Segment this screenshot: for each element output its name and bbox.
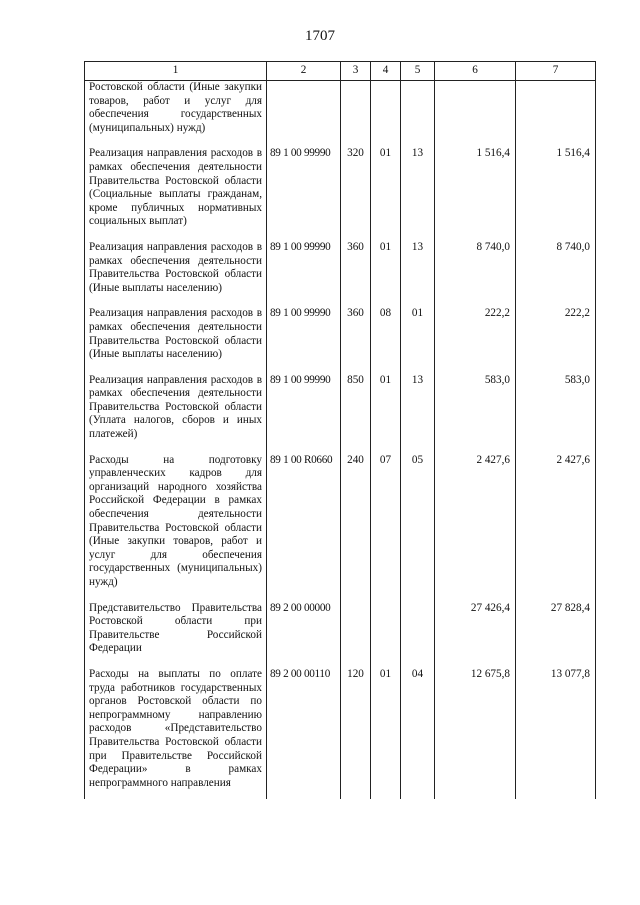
row-target-code: 89 1 00 99990 bbox=[267, 304, 341, 370]
table-row bbox=[85, 144, 596, 238]
table-row bbox=[85, 599, 596, 665]
row-section: 07 bbox=[371, 451, 401, 599]
row-expense-type: 850 bbox=[341, 371, 371, 451]
row-sum-year-1: 12 675,8 bbox=[435, 665, 516, 799]
row-subsection: 13 bbox=[401, 144, 435, 238]
row-section: 01 bbox=[371, 238, 401, 304]
row-subsection: 04 bbox=[401, 665, 435, 799]
row-description: Расходы на выплаты по оплате труда работников государственных органов Ростовской области по непрограммному направлению расходов «Представительство Правительства Ростовской области при Правительстве Российской Федерации» в рамках непрограммного направления bbox=[85, 665, 267, 799]
header-col-2: 2 bbox=[267, 62, 341, 81]
row-expense-type: 120 bbox=[341, 665, 371, 799]
row-expense-type bbox=[341, 81, 371, 145]
row-description: Реализация направления расходов в рамках обеспечения деятельности Правительства Ростовской области (Социальные выплаты гражданам, кроме публичных нормативных социальных выплат) bbox=[85, 144, 267, 238]
row-sum-year-2 bbox=[516, 81, 596, 145]
row-sum-year-1: 8 740,0 bbox=[435, 238, 516, 304]
header-col-4: 4 bbox=[371, 62, 401, 81]
row-subsection: 13 bbox=[401, 371, 435, 451]
table-row bbox=[85, 371, 596, 451]
row-expense-type: 240 bbox=[341, 451, 371, 599]
row-sum-year-2: 13 077,8 bbox=[516, 665, 596, 799]
table-row bbox=[85, 81, 596, 145]
row-subsection: 13 bbox=[401, 238, 435, 304]
row-section bbox=[371, 81, 401, 145]
row-sum-year-2: 8 740,0 bbox=[516, 238, 596, 304]
row-sum-year-1: 222,2 bbox=[435, 304, 516, 370]
row-description: Реализация направления расходов в рамках обеспечения деятельности Правительства Ростовской области (Иные выплаты населению) bbox=[85, 304, 267, 370]
header-col-5: 5 bbox=[401, 62, 435, 81]
row-subsection: 05 bbox=[401, 451, 435, 599]
row-target-code: 89 1 00 R0660 bbox=[267, 451, 341, 599]
row-description: Реализация направления расходов в рамках обеспечения деятельности Правительства Ростовской области (Уплата налогов, сборов и иных платежей) bbox=[85, 371, 267, 451]
header-col-7: 7 bbox=[516, 62, 596, 81]
row-sum-year-1: 1 516,4 bbox=[435, 144, 516, 238]
row-target-code: 89 2 00 00110 bbox=[267, 665, 341, 799]
row-expense-type: 360 bbox=[341, 238, 371, 304]
row-target-code: 89 1 00 99990 bbox=[267, 144, 341, 238]
row-expense-type: 320 bbox=[341, 144, 371, 238]
row-subsection bbox=[401, 81, 435, 145]
row-sum-year-2: 1 516,4 bbox=[516, 144, 596, 238]
row-description: Ростовской области (Иные закупки товаров, работ и услуг для обеспечения государственных (муниципальных) нужд) bbox=[85, 81, 267, 145]
header-col-1: 1 bbox=[85, 62, 267, 81]
row-description: Расходы на подготовку управленческих кадров для организаций народного хозяйства Российской Федерации в рамках обеспечения деятельности Правительства Ростовской области (Иные закупки товаров, работ и услуг для обеспечения государственных (муниципальных) нужд) bbox=[85, 451, 267, 599]
row-target-code: 89 1 00 99990 bbox=[267, 238, 341, 304]
row-description: Представительство Правительства Ростовской области при Правительстве Российской Федерации bbox=[85, 599, 267, 665]
row-target-code bbox=[267, 81, 341, 145]
row-section: 01 bbox=[371, 144, 401, 238]
header-col-3: 3 bbox=[341, 62, 371, 81]
budget-table bbox=[84, 61, 596, 799]
header-col-6: 6 bbox=[435, 62, 516, 81]
row-subsection bbox=[401, 599, 435, 665]
row-sum-year-1: 2 427,6 bbox=[435, 451, 516, 599]
row-section bbox=[371, 599, 401, 665]
row-sum-year-1: 583,0 bbox=[435, 371, 516, 451]
row-sum-year-2: 27 828,4 bbox=[516, 599, 596, 665]
row-sum-year-2: 2 427,6 bbox=[516, 451, 596, 599]
row-sum-year-2: 583,0 bbox=[516, 371, 596, 451]
row-sum-year-1: 27 426,4 bbox=[435, 599, 516, 665]
page-number: 1707 bbox=[305, 28, 335, 44]
table-row bbox=[85, 451, 596, 599]
row-description: Реализация направления расходов в рамках обеспечения деятельности Правительства Ростовской области (Иные выплаты населению) bbox=[85, 238, 267, 304]
table-row bbox=[85, 238, 596, 304]
table-row bbox=[85, 665, 596, 799]
row-section: 08 bbox=[371, 304, 401, 370]
row-section: 01 bbox=[371, 371, 401, 451]
row-subsection: 01 bbox=[401, 304, 435, 370]
table-row bbox=[85, 304, 596, 370]
row-target-code: 89 2 00 00000 bbox=[267, 599, 341, 665]
row-sum-year-2: 222,2 bbox=[516, 304, 596, 370]
row-expense-type bbox=[341, 599, 371, 665]
row-sum-year-1 bbox=[435, 81, 516, 145]
row-expense-type: 360 bbox=[341, 304, 371, 370]
row-target-code: 89 1 00 99990 bbox=[267, 371, 341, 451]
table-header-row bbox=[85, 62, 596, 81]
row-section: 01 bbox=[371, 665, 401, 799]
